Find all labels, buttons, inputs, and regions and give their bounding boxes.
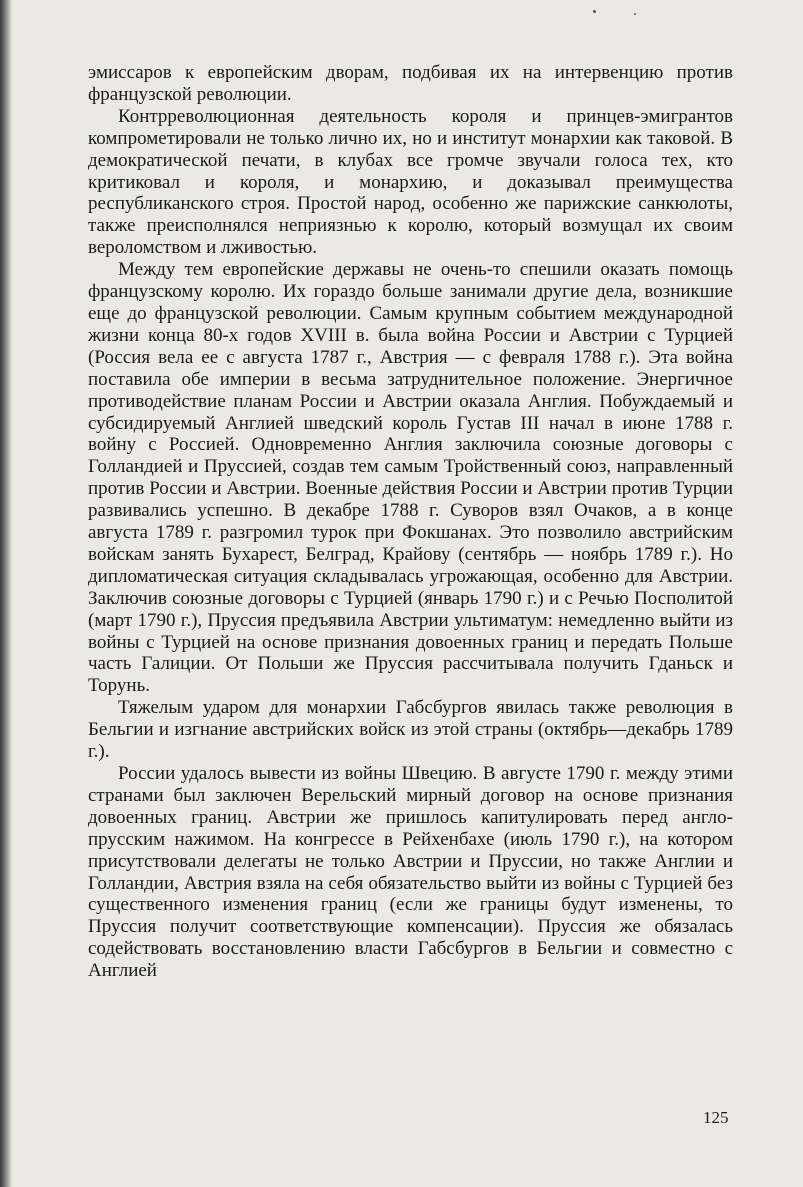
paragraph: Контрреволюционная деятельность короля и принцев-эмигрантов компрометировали не только лично их, но и институт монархии как таковой. В демократической печати, в клубах все громче звучали голоса тех, кто критиковал и короля, и монархию, и доказывал преимущества республиканского строя. Простой народ, особенно же парижские санкюлоты, также преисполнялся неприязнью к королю, который возмущал их своим вероломством и лживостью. — [88, 105, 733, 259]
print-speck — [593, 10, 596, 13]
page-binding-edge — [0, 0, 12, 1187]
print-speck — [634, 13, 636, 15]
paragraph: Между тем европейские державы не очень-то спешили оказать помощь французскому королю. Их гораздо больше занимали другие дела, возникшие еще до французской революции. Самым крупным событием международной жизни конца 80-х годов XVIII в. была война России и Австрии с Турцией (Россия вела ее с августа 1787 г., Австрия — с февраля 1788 г.). Эта война поставила обе империи в весьма затруднительное положение. Энергичное противодействие планам России и Австрии оказала Англия. Побуждаемый и субсидируемый Англией шведский король Густав III начал в июне 1788 г. войну с Россией. Одновременно Англия заключила союзные договоры с Голландией и Пруссией, создав тем самым Тройственный союз, направленный против России и Австрии. Военные действия России и Австрии против Турции развивались успешно. В декабре 1788 г. Суворов взял Очаков, а в конце августа 1789 г. разгромил турок при Фокшанах. Это позволило австрийским войскам занять Бухарест, Белград, Крайову (сентябрь — ноябрь 1789 г.). Но дипломатическая ситуация складывалась угрожающая, особенно для Австрии. Заключив союзные договоры с Турцией (январь 1790 г.) и с Речью Посполитой (март 1790 г.), Пруссия предъявила Австрии ультиматум: немедленно выйти из войны с Турцией на основе признания довоенных границ и передать Польше часть Галиции. От Польши же Пруссия рассчитывала получить Гданьск и Торунь. — [88, 259, 733, 697]
paragraph: России удалось вывести из войны Швецию. В августе 1790 г. между этими странами был заключен Верельский мирный договор на основе признания довоенных границ. Австрии же пришлось капитулировать перед англо-прусским нажимом. На конгрессе в Рейхенбахе (июль 1790 г.), на котором присутствовали делегаты не только Австрии и Пруссии, но также Англии и Голландии, Австрия взяла на себя обязательство выйти из войны с Турцией без существенного изменения границ (если же границы будут изменены, то Пруссия получит соответствующие компенсации). Пруссия же обязалась содействовать восстановлению власти Габсбургов в Бельгии и совместно с Англией — [88, 763, 733, 982]
page-number: 125 — [703, 1108, 729, 1127]
body-text — [88, 62, 733, 982]
paragraph: эмиссаров к европейским дворам, подбивая их на интервенцию против французской революции. — [88, 62, 733, 105]
paragraph: Тяжелым ударом для монархии Габсбургов явилась также революция в Бельгии и изгнание австрийских войск из этой страны (октябрь—декабрь 1789 г.). — [88, 697, 733, 763]
